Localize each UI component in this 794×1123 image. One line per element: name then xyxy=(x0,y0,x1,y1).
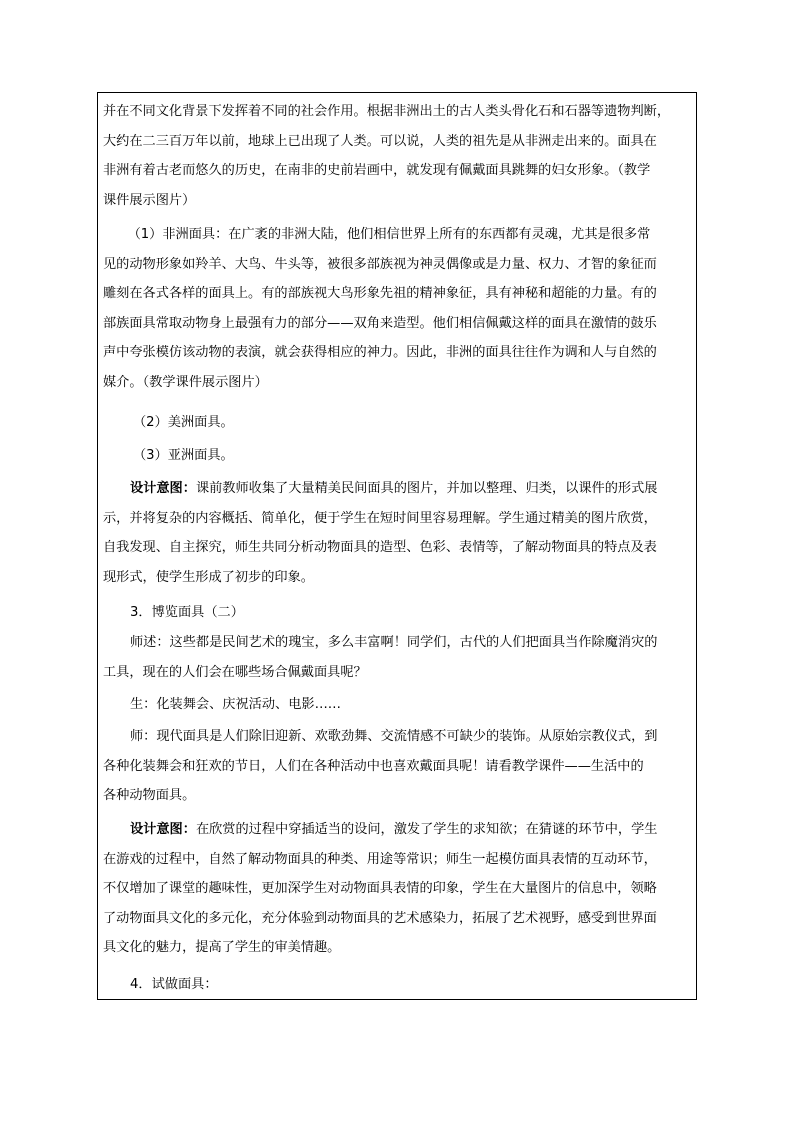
text-line: （3）亚洲面具。 xyxy=(133,448,234,463)
design-intent-2 xyxy=(103,815,693,963)
text-line: 媒介。（教学课件展示图片） xyxy=(103,374,268,390)
text-line: （1）非洲面具：在广袤的非洲大陆，他们相信世界上所有的东西都有灵魂，尤其是很多常 xyxy=(121,227,651,242)
text-line: 雕刻在各式各样的面具上。有的部族视大鸟形象先祖的精神象征，具有神秘和超能的力量。有的 xyxy=(103,286,657,301)
text-line: 师：现代面具是人们除旧迎新、欢歌劲舞、交流情感不可缺少的装饰。从原始宗教仪式，到 xyxy=(130,729,658,744)
text-line: 非洲有着古老而悠久的历史，在南非的史前岩画中，就发现有佩戴面具跳舞的妇女形象。（教学 xyxy=(103,163,651,178)
text-line: 见的动物形象如羚羊、大鸟、牛头等，被很多部族视为神灵偶像或是力量、权力、才智的象征而 xyxy=(103,256,657,272)
text-line: 3．博览面具（二） xyxy=(130,605,244,620)
text-line: 示，并将复杂的内容概括、简单化，便于学生在短时间里容易理解。学生通过精美的图片欣赏， xyxy=(103,510,657,526)
design-intent-label: 设计意图： xyxy=(130,481,196,496)
text-line: 各种动物面具。 xyxy=(103,788,196,803)
item-asia-masks xyxy=(133,441,723,471)
text-line: 生：化装舞会、庆祝活动、电影…… xyxy=(130,697,341,712)
text-fragment: 在欣赏的过程中穿插适当的设问，激发了学生的求知欲；在猜谜的环节中，学生 xyxy=(195,822,658,837)
text-line: 大约在二三百万年以前，地球上已出现了人类。可以说，人类的祖先是从非洲走出来的。面具在 xyxy=(103,133,657,149)
paragraph-africa-history xyxy=(103,97,693,215)
text-line: 部族面具常取动物身上最强有力的部分——双角来造型。他们相信佩戴这样的面具在激情的鼓乐 xyxy=(103,315,657,331)
text-line: 并在不同文化背景下发挥着不同的社会作用。根据非洲出土的古人类头骨化石和石器等遗物判断， xyxy=(103,104,671,119)
section-heading-4 xyxy=(130,970,720,1000)
text-line: （2）美洲面具。 xyxy=(133,415,234,430)
text-line: 具文化的魅力，提高了学生的审美情趣。 xyxy=(103,940,341,955)
text-line: 工具，现在的人们会在哪些场合佩戴面具呢？ xyxy=(103,664,367,680)
design-intent-label: 设计意图： xyxy=(130,822,196,837)
teacher-statement-1 xyxy=(103,628,693,687)
design-intent-1 xyxy=(103,474,693,592)
student-answer xyxy=(130,690,720,720)
text-fragment: 课前教师收集了大量精美民间面具的图片，并加以整理、归类，以课件的形式展 xyxy=(195,481,658,496)
teacher-statement-2 xyxy=(103,722,693,811)
text-line: 自我发现、自主探究，师生共同分析动物面具的造型、色彩、表情等，了解动物面具的特点及表 xyxy=(103,540,657,555)
text-line xyxy=(103,474,693,504)
text-line: 了动物面具文化的多元化，充分体验到动物面具的艺术感染力，拓展了艺术视野，感受到世界面 xyxy=(103,910,657,926)
text-line: 不仅增加了课堂的趣味性，更加深学生对动物面具表情的印象，学生在大量图片的信息中，领略 xyxy=(103,881,657,896)
text-line: 课件展示图片） xyxy=(103,192,196,208)
item-america-masks xyxy=(133,408,723,438)
text-line xyxy=(103,815,693,845)
text-line: 在游戏的过程中，自然了解动物面具的种类、用途等常识；师生一起模仿面具表情的互动环节， xyxy=(103,851,657,867)
paragraph-africa-masks xyxy=(103,220,693,397)
text-line: 各种化装舞会和狂欢的节日，人们在各种活动中也喜欢戴面具呢！请看教学课件——生活中的 xyxy=(103,758,644,774)
text-line: 现形式，使学生形成了初步的印象。 xyxy=(103,569,314,585)
text-line: 师述：这些都是民间艺术的瑰宝，多么丰富啊！同学们，古代的人们把面具当作除魔消灾的 xyxy=(130,635,658,650)
section-heading-3 xyxy=(130,598,720,628)
text-line: 4．试做面具： xyxy=(130,977,218,992)
text-line: 声中夸张模仿该动物的表演，就会获得相应的神力。因此，非洲的面具往往作为调和人与自然的 xyxy=(103,345,657,360)
